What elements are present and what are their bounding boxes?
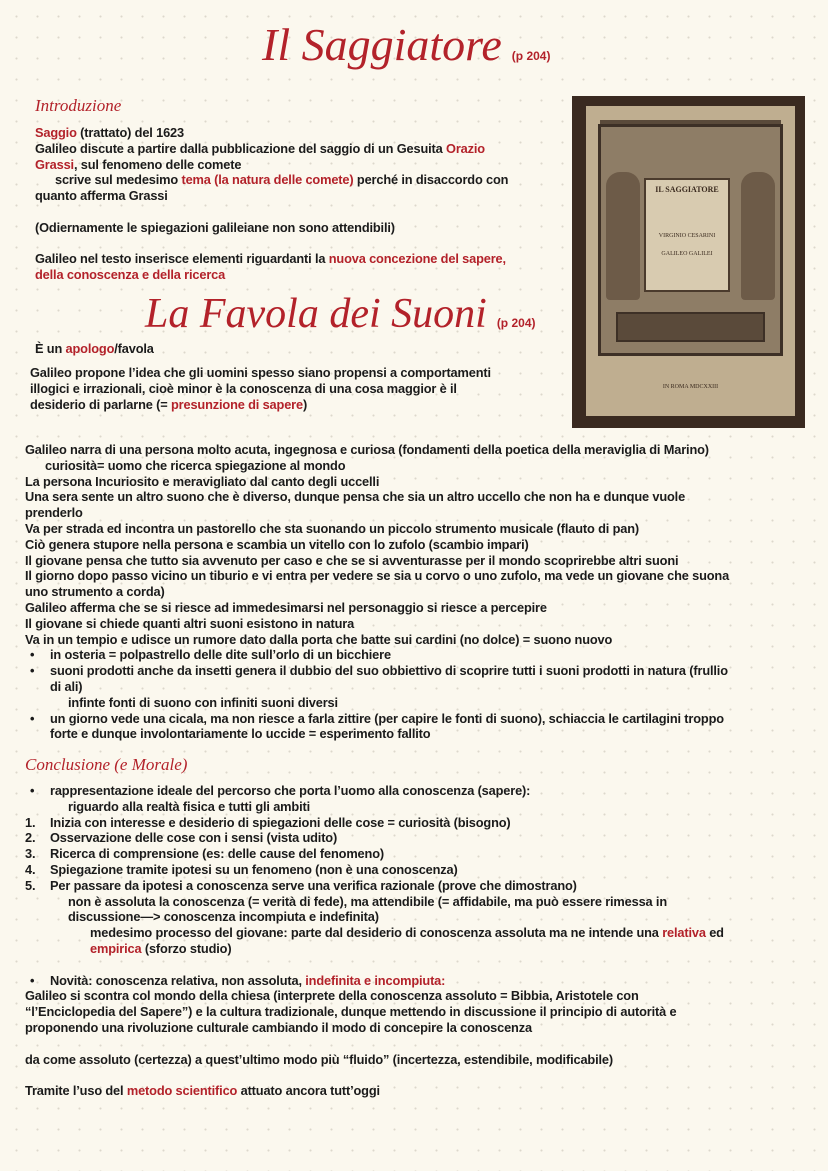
- text-segment: , sul fenomeno delle comete: [73, 156, 242, 172]
- list-item: [25, 815, 724, 831]
- text-segment: È un: [35, 341, 66, 356]
- conclusion-heading: Conclusione (e Morale): [25, 755, 188, 774]
- text-line: [25, 568, 729, 584]
- title-plaque: [644, 178, 730, 292]
- text-line: [25, 941, 724, 957]
- text-line: [25, 442, 729, 458]
- blank-line: [25, 1067, 724, 1083]
- text-segment: ed: [705, 925, 724, 941]
- text-line: [25, 553, 729, 569]
- text-line: [25, 695, 729, 711]
- list-marker: •: [30, 647, 35, 663]
- list-item: [25, 830, 724, 846]
- highlighted-text: della conoscenza e della ricerca: [35, 267, 226, 283]
- intro-text: [35, 125, 508, 283]
- text-line: [35, 251, 508, 267]
- text-segment: proponendo una rivoluzione culturale cambiando il modo di concepire la conoscenza: [25, 1019, 532, 1035]
- plaque-title: IL SAGGIATORE: [655, 185, 719, 194]
- highlighted-text: tema (la natura delle comete): [181, 172, 354, 188]
- list-marker: 5.: [25, 877, 36, 893]
- text-segment: Galileo discute a partire dalla pubblicazione del saggio di un Gesuita: [35, 140, 447, 156]
- statue-left: [606, 172, 640, 300]
- list-marker: •: [30, 710, 35, 726]
- text-line: [25, 726, 729, 742]
- text-line: [35, 125, 508, 141]
- text-segment: /favola: [114, 341, 154, 356]
- text-line: [25, 489, 729, 505]
- text-line: [35, 341, 154, 357]
- highlighted-text: apologo: [65, 341, 115, 356]
- text-segment: discussione—> conoscenza incompiuta e indefinita): [68, 909, 379, 925]
- highlighted-text: relativa: [662, 925, 706, 941]
- text-segment: La persona Incuriosito e meravigliato dal canto degli uccelli: [25, 473, 380, 489]
- engraving-base: [616, 312, 765, 342]
- blank-line: [35, 236, 508, 252]
- text-segment: Ricerca di comprensione (es: delle cause del fenomeno): [50, 846, 384, 862]
- text-line: [25, 1052, 724, 1068]
- text-segment: ): [302, 396, 308, 412]
- text-segment: Una sera sente un altro suono che è diverso, dunque pensa che sia un altro uccello che non ha e dunque vuole: [25, 489, 686, 505]
- text-line: [30, 381, 491, 397]
- text-line: [25, 474, 729, 490]
- text-line: [25, 925, 724, 941]
- favola-type-line: [35, 341, 154, 357]
- text-line: [25, 505, 729, 521]
- text-line: [25, 1020, 724, 1036]
- text-segment: perché in disaccordo con: [353, 172, 509, 188]
- text-segment: Galileo afferma che se si riesce ad immedesimarsi nel personaggio si riesce a percepire: [25, 599, 547, 615]
- text-segment: suoni prodotti anche da insetti genera il dubbio del suo obbiettivo di scoprire tutti i suoni prodotti in natura (frullio: [50, 663, 728, 679]
- list-item: [25, 862, 724, 878]
- text-segment: rappresentazione ideale del percorso che porta l’uomo alla conoscenza (sapere):: [50, 783, 531, 798]
- text-line: [35, 267, 508, 283]
- text-segment: medesimo processo del giovane: parte dal desiderio di conoscenza assoluta ma ne intende una: [90, 925, 663, 941]
- text-segment: Spiegazione tramite ipotesi su un fenomeno (non è una conoscenza): [50, 861, 458, 877]
- text-line: [25, 600, 729, 616]
- saggiatore-title-page-image: [572, 96, 805, 428]
- list-marker: •: [30, 972, 35, 988]
- text-segment: curiosità= uomo che ricerca spiegazione al mondo: [45, 457, 346, 473]
- text-segment: (Odiernamente le spiegazioni galileiane non sono attendibili): [35, 219, 395, 235]
- text-line: [35, 220, 508, 236]
- text-segment: uno strumento a corda): [25, 584, 165, 600]
- main-title-text: Il Saggiatore: [262, 19, 502, 70]
- text-segment: Il giovane si chiede quanti altri suoni esistono in natura: [25, 615, 355, 631]
- story-text: [25, 442, 729, 742]
- intro-heading: Introduzione: [35, 96, 122, 115]
- list-item: [25, 846, 724, 862]
- list-marker: •: [30, 663, 35, 679]
- main-title: [262, 18, 550, 71]
- text-segment: (trattato) del 1623: [76, 125, 184, 140]
- list-marker: 1.: [25, 814, 36, 830]
- text-segment: Galileo narra di una persona molto acuta, ingegnosa e curiosa (fondamenti della poetica della meraviglia di Marino): [25, 442, 709, 457]
- page-reference: (p 204): [511, 49, 551, 63]
- text-segment: desiderio di parlarne (=: [30, 396, 171, 412]
- text-line: [25, 679, 729, 695]
- list-item: [25, 783, 724, 799]
- text-segment: Va per strada ed incontra un pastorello che sta suonando un piccolo strumento musicale (flauto di pan): [25, 520, 639, 536]
- text-segment: non è assoluta la conoscenza (= verità di fede), ma attendibile (= affidabile, ma può essere rimessa in: [68, 893, 668, 909]
- list-item: [25, 663, 729, 679]
- text-line: [30, 397, 491, 413]
- imprint: IN ROMA MDCXXIII: [662, 384, 719, 390]
- text-segment: da come assoluto (certezza) a quest’ultimo modo più “fluido” (incertezza, estendibile, modificabile): [25, 1051, 613, 1067]
- highlighted-text: Orazio: [446, 140, 485, 156]
- text-line: [30, 365, 491, 381]
- list-item: [25, 973, 724, 989]
- list-marker: 4.: [25, 861, 36, 877]
- text-segment: quanto afferma Grassi: [35, 188, 168, 204]
- list-marker: 3.: [25, 846, 36, 862]
- text-line: [25, 537, 729, 553]
- text-line: [25, 909, 724, 925]
- blank-line: [25, 1036, 724, 1052]
- text-line: [25, 1083, 724, 1099]
- text-line: [25, 1004, 724, 1020]
- text-segment: Il giovane pensa che tutto sia avvenuto per caso e che se si avventurasse per il mondo scoprirebbe altri suoni: [25, 552, 679, 568]
- favola-text: [30, 365, 491, 412]
- list-item: [25, 647, 729, 663]
- text-segment: infinte fonti di suono con infiniti suoni diversi: [68, 694, 338, 710]
- plaque-author2: GALILEO GALILEI: [661, 251, 713, 257]
- text-segment: (sforzo studio): [141, 940, 232, 956]
- text-segment: Va in un tempio e udisce un rumore dato dalla porta che batte sui cardini (no dolce) = suono nuovo: [25, 631, 613, 647]
- favola-title-text: La Favola dei Suoni: [145, 291, 487, 337]
- text-segment: Osservazione delle cose con i sensi (vista udito): [50, 830, 338, 846]
- text-line: [35, 141, 508, 157]
- highlighted-text: presunzione di sapere: [170, 396, 303, 412]
- text-line: [25, 894, 724, 910]
- text-segment: “l’Enciclopedia del Sapere”) e la cultura tradizionale, dunque mettendo in discussione il principio di autorità e: [25, 1004, 677, 1020]
- text-line: [25, 458, 729, 474]
- text-line: [25, 616, 729, 632]
- text-segment: Galileo si scontra col mondo della chiesa (interprete della conoscenza assoluto = Bibbia, Aristotele con: [25, 988, 639, 1004]
- list-marker: •: [30, 783, 35, 798]
- highlighted-text: nuova concezione del sapere,: [328, 251, 506, 267]
- text-line: [35, 172, 508, 188]
- text-segment: un giorno vede una cicala, ma non riesce a farla zittire (per capire le fonti di suono), schiaccia le cartilagini troppo: [50, 710, 724, 726]
- highlighted-text: indefinita e incompiuta:: [305, 972, 446, 988]
- highlighted-text: Grassi: [35, 156, 74, 172]
- text-segment: Il giorno dopo passo vicino un tiburio e vi entra per vedere se sia u corvo o uno zufolo, ma vede un giovane che suona: [25, 568, 730, 584]
- text-segment: in osteria = polpastrello delle dite sull’orlo di un bicchiere: [50, 647, 391, 663]
- text-line: [25, 988, 724, 1004]
- text-segment: Novità: conoscenza relativa, non assoluta,: [50, 972, 306, 988]
- text-line: [25, 632, 729, 648]
- list-item: [25, 711, 729, 727]
- text-line: [25, 799, 724, 815]
- text-segment: attuato ancora tutt’oggi: [237, 1083, 380, 1099]
- text-segment: di ali): [50, 678, 83, 694]
- engraving: [586, 106, 795, 416]
- blank-line: [25, 957, 724, 973]
- list-marker: 2.: [25, 830, 36, 846]
- text-segment: Ciò genera stupore nella persona e scambia un vitello con lo zufolo (scambio impari): [25, 536, 529, 552]
- text-line: [35, 188, 508, 204]
- text-segment: Per passare da ipotesi a conoscenza serve una verifica razionale (prove che dimostrano): [50, 877, 577, 893]
- text-line: [25, 521, 729, 537]
- highlighted-text: empirica: [90, 940, 142, 956]
- text-segment: scrive sul medesimo: [55, 172, 182, 188]
- text-segment: riguardo alla realtà fisica e tutti gli ambiti: [68, 798, 310, 814]
- blank-line: [35, 204, 508, 220]
- text-segment: illogici e irrazionali, cioè minor è la conoscenza di una cosa maggior è il: [30, 380, 457, 396]
- list-item: [25, 878, 724, 894]
- statue-right: [741, 172, 775, 300]
- text-line: [35, 157, 508, 173]
- text-segment: Inizia con interesse e desiderio di spiegazioni delle cose = curiosità (bisogno): [50, 814, 511, 830]
- text-segment: forte e dunque involontariamente lo uccide = esperimento fallito: [50, 726, 431, 742]
- text-segment: Galileo propone l’idea che gli uomini spesso siano propensi a comportamenti: [30, 365, 491, 380]
- text-segment: prenderlo: [25, 505, 83, 521]
- highlighted-text: Saggio: [35, 125, 77, 140]
- favola-page-reference: (p 204): [496, 316, 536, 330]
- text-segment: Galileo nel testo inserisce elementi riguardanti la: [35, 251, 329, 267]
- conclusion-text: [25, 783, 724, 1099]
- plaque-author1: VIRGINIO CESARINI: [658, 233, 716, 239]
- favola-title: [145, 290, 536, 338]
- text-segment: Tramite l’uso del: [25, 1083, 127, 1099]
- text-line: [25, 584, 729, 600]
- highlighted-text: metodo scientifico: [126, 1083, 238, 1099]
